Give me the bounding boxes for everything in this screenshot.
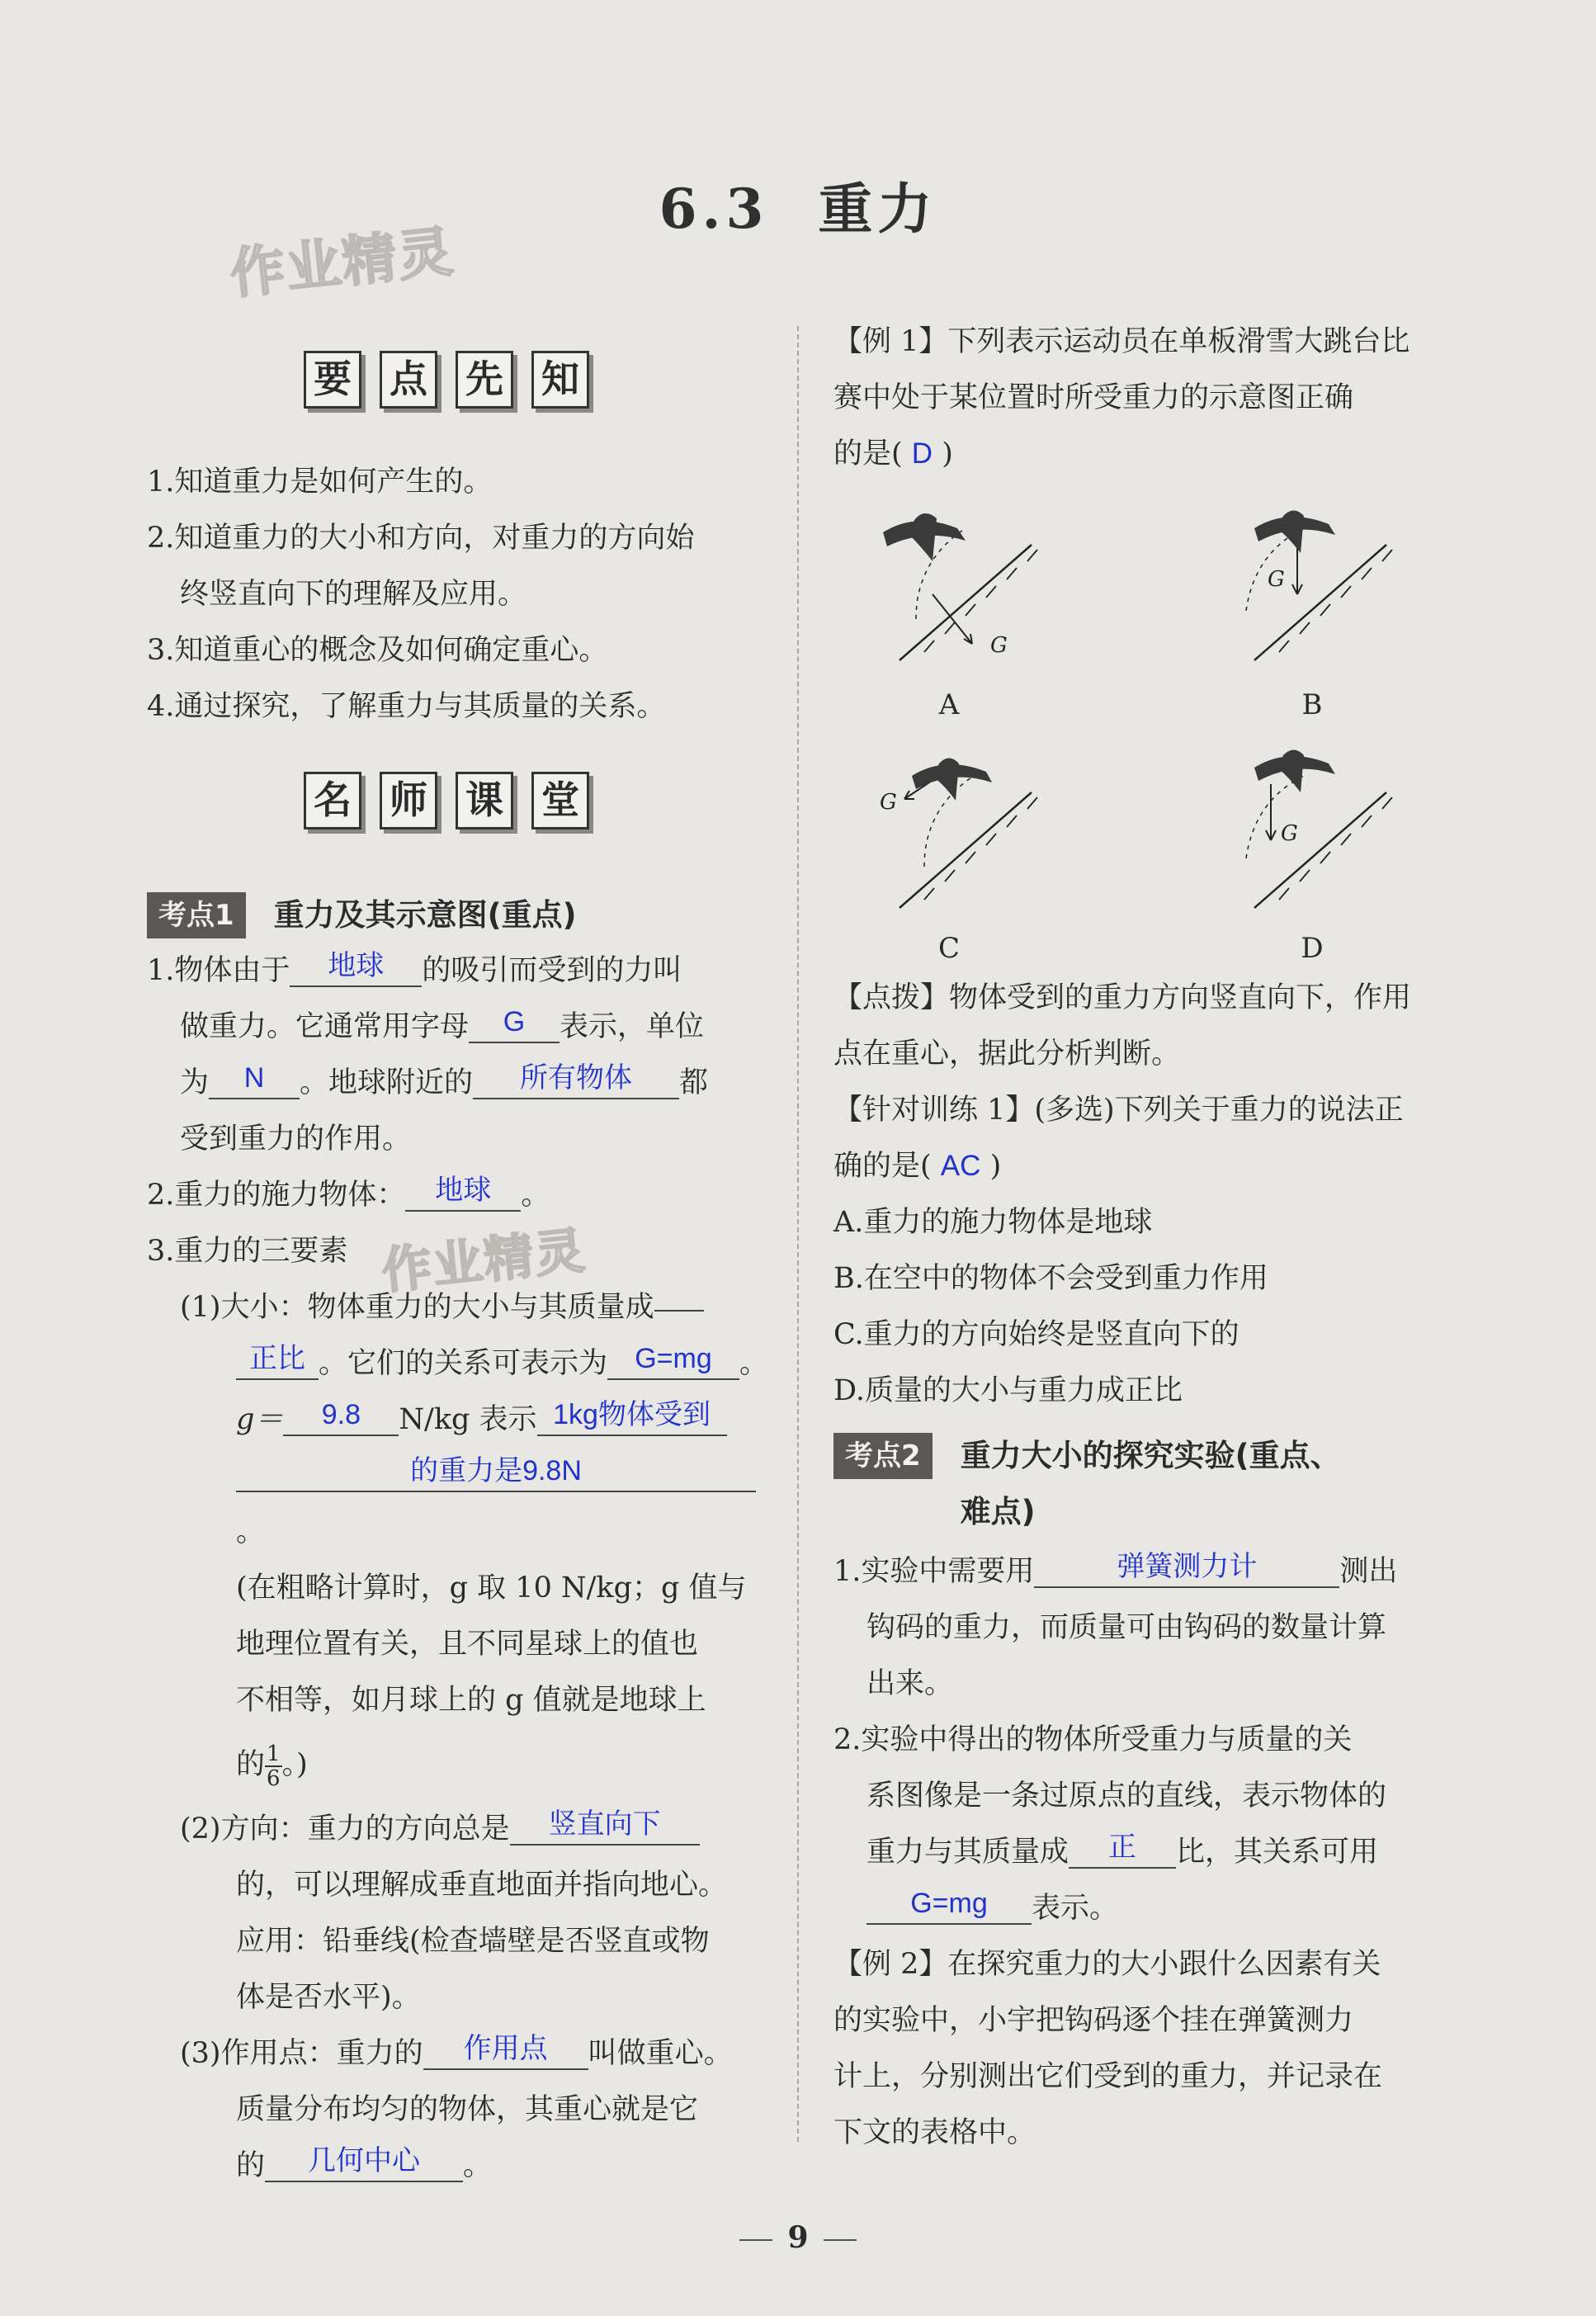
watermark: 作业精灵 [227,219,457,306]
key-point-2-content: 1.实验中需要用 弹簧测力计 测出 钩码的重力，而质量可由钩码的数量计算 出来。 2.实验中得出的物体所受重力与质量的关 系图像是一条过原点的直线，表示物体的 重力与其质量成 正 比，其关系可用 G=mg 表示。 [833,1543,1461,1936]
watermark: 作业精灵 [379,1222,589,1301]
figure-label: B [1301,688,1323,721]
example-2: 【例 2】在探究重力的大小跟什么因素有关 的实验中，小宇把钩码逐个挂在弹簧测力 计上，分别测出它们受到的重力，并记录在 下文的表格中。 [833,1948,1383,2149]
answer-blank: 正 [1069,1827,1176,1869]
tip: 【点拨】物体受到的重力方向竖直向下，作用 点在重心，据此分析判断。 [833,981,1412,1071]
answer-blank: 竖直向下 [510,1804,700,1846]
answer-blank: 的重力是9.8N [236,1451,756,1492]
key-point-badge: 考点2 [833,1433,933,1479]
section-banner-lecture: 名 师 课 堂 [304,772,589,830]
answer-blank: 作用点 [423,2029,588,2070]
figure-label: D [1301,932,1324,965]
page-number: 9 [0,2220,1596,2255]
answer-blank: 弹簧测力计 [1034,1547,1339,1588]
option-item: A.重力的施力物体是地球 [833,1206,1153,1239]
answer-blank: 1kg物体受到 [537,1395,727,1436]
key-point-2-heading: 考点2 重力大小的探究实验(重点、 难点) [833,1428,1461,1540]
answer-blank: G=mg [607,1339,739,1380]
figure-b [1221,495,1419,677]
gravity-label: G [990,633,1008,658]
answer-blank: G=mg [866,1884,1032,1925]
figure-a [866,495,1065,677]
answer: D [911,437,933,470]
answer-blank: 地球 [290,946,422,987]
objective-item: 1.知道重力是如何产生的。 [147,466,493,499]
gravity-label: G [1281,821,1298,846]
section-banner-key-points: 要 点 先 知 [304,351,589,409]
key-point-title: 重力大小的探究实验(重点、 [960,1438,1341,1473]
option-item: B.在空中的物体不会受到重力作用 [833,1262,1268,1295]
key-point-badge: 考点1 [147,892,246,938]
objective-item: 3.知道重心的概念及如何确定重心。 [147,634,608,667]
gravity-label: G [1268,567,1285,592]
objectives-list [147,454,774,735]
objective-item: 4.通过探究，了解重力与其质量的关系。 [147,690,666,723]
gravity-label: G [880,790,897,815]
column-divider [797,326,799,2142]
answer-blank: G [469,1002,560,1043]
answer-blank: 正比 [236,1339,319,1380]
key-point-title: 重力及其示意图(重点) [273,897,577,933]
figure-d [1221,735,1419,916]
figure-label: C [937,932,960,965]
page-title: 6.3 重力 [659,177,937,241]
answer-blank: 9.8 [283,1395,399,1436]
answer-blank: 所有物体 [473,1058,679,1099]
figure-c [866,735,1065,916]
example-1: 【例 1】下列表示运动员在单板滑雪大跳台比 赛中处于某位置时所受重力的示意图正确 的是( D ) [833,325,1410,470]
figure-label: A [938,688,960,721]
answer: AC [940,1150,981,1182]
objective-item: 终竖直向下的理解及应用。 [180,578,527,611]
answer-blank: 地球 [405,1170,521,1212]
training-1: 【针对训练 1】(多选)下列关于重力的说法正 确的是( AC ) A.重力的施力物体是地球 B.在空中的物体不会受到重力作用 C.重力的方向始终是竖直向下的 D.质量的大小与重力成正比 [833,1082,1461,1419]
objective-item: 2.知道重力的大小和方向，对重力的方向始 [147,522,695,555]
option-item: D.质量的大小与重力成正比 [833,1374,1183,1407]
answer-blank: N [209,1058,300,1099]
option-item: C.重力的方向始终是竖直向下的 [833,1318,1239,1351]
key-point-1-heading [147,887,774,943]
key-point-1-content: 1.物体由于 地球 的吸引而受到的力叫 做重力。它通常用字母 G 表示，单位 为 N 。地球附近的 所有物体 都 受到重力的作用。 2.重力的施力物体： 地球 。 3.重力的三要素 (1)大小：物体重力的大小与其质量成 正比 。它们的关系可表示为 G=mg 。 g＝ 9.8 N/kg 表示 1kg物体受到 的重力是9.8N。 (在粗略计算时，g 取 10 N/kg；g 值与 地理位置有关，且不同星球上的值也 不相等，如月球上的 g 值就是地球上 的 $\frac{1}{6}$ 。) (2)方向：重力的方向总是 竖直向下 的，可以理解成垂直地面并指向地心。 应用：铅垂线(检查墙壁是否竖直或物 体是否水平)。 (3)作用点：重力的 作用点 叫做重心。 质量分布均匀的物体，其重心就是它 的 几何中心 。 [147,943,774,2194]
answer-blank: 几何中心 [265,2141,463,2182]
fraction-one-sixth: $\frac{1}{6}$ [267,1741,281,1791]
